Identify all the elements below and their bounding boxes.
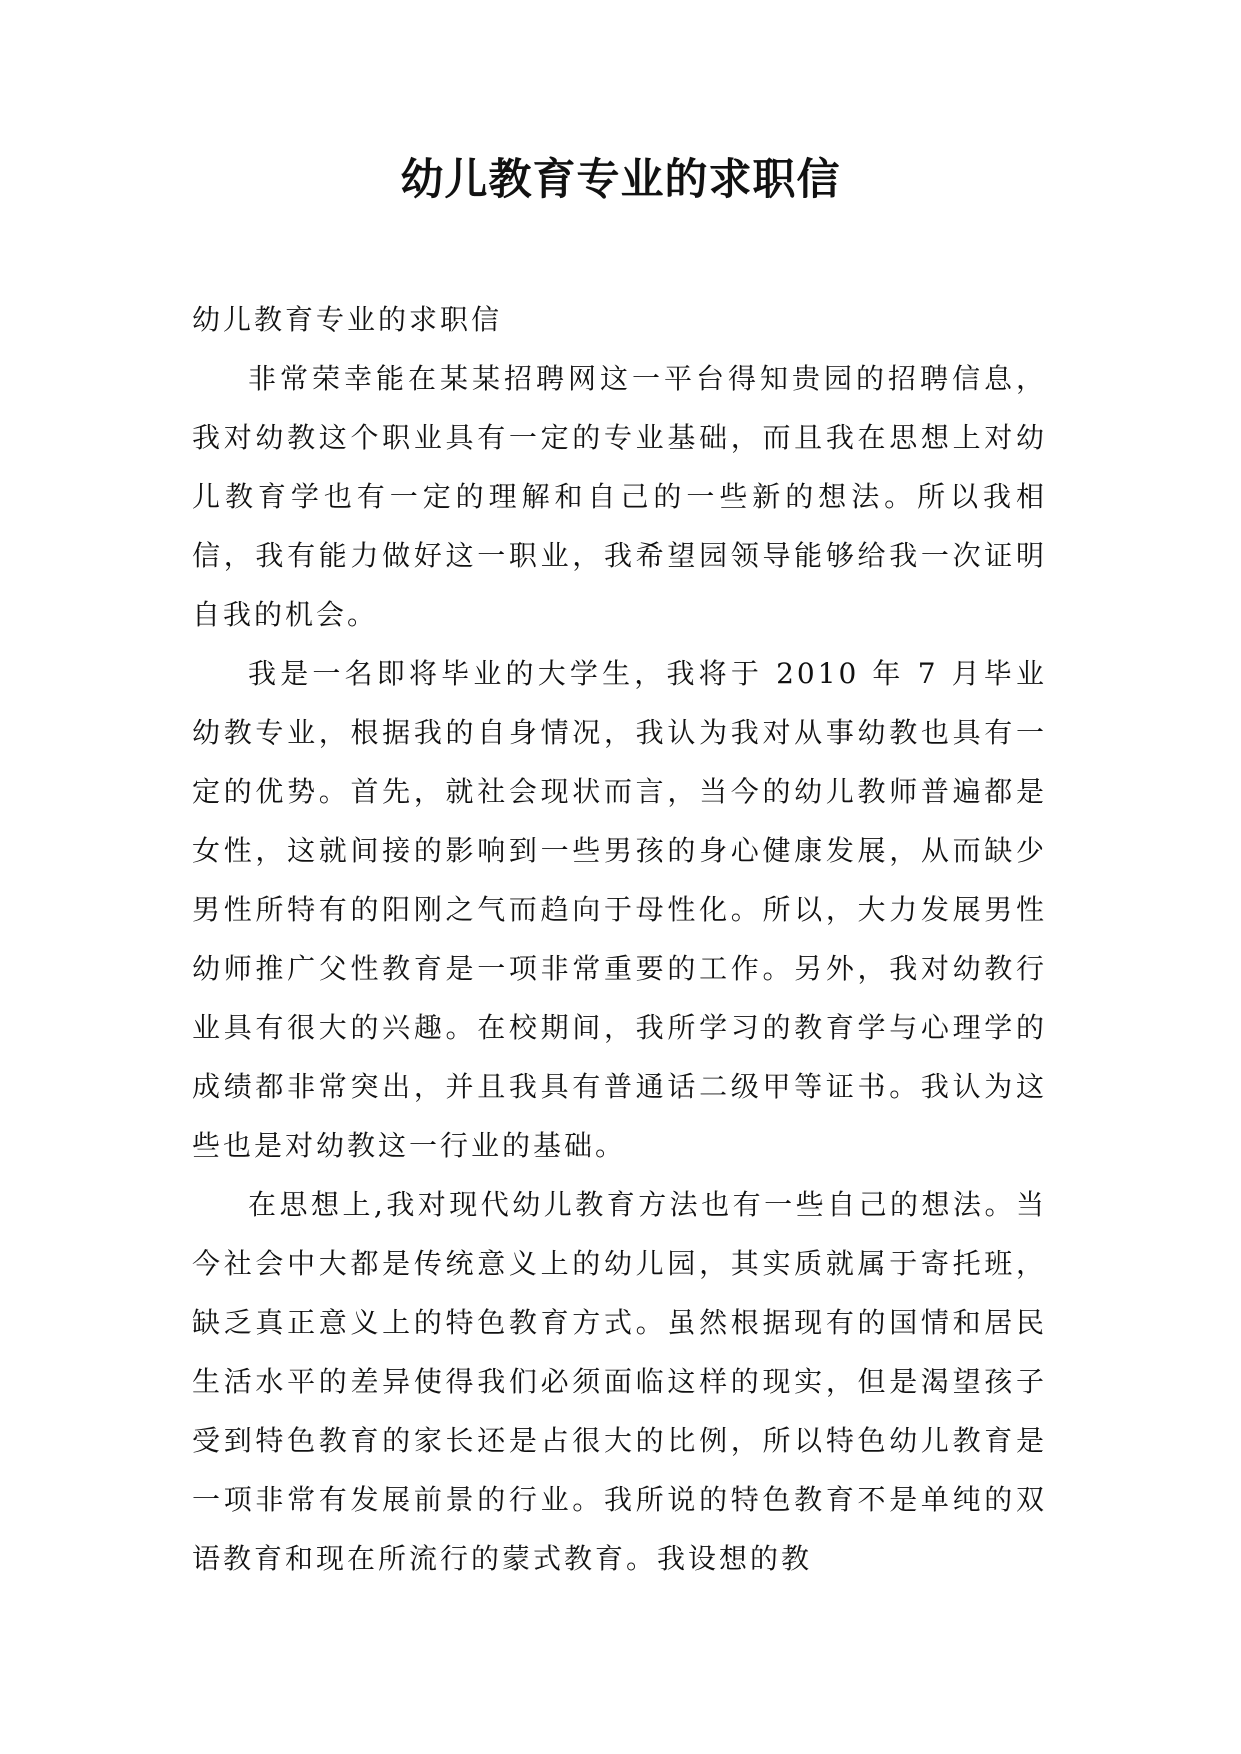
document-body	[192, 290, 1047, 1588]
paragraph-intro: 非常荣幸能在某某招聘网这一平台得知贵园的招聘信息，我对幼教这个职业具有一定的专业基础，而且我在思想上对幼儿教育学也有一定的理解和自己的一些新的想法。所以我相信，我有能力做好这一职业，我希望园领导能够给我一次证明自我的机会。	[192, 362, 1047, 631]
paragraph-ideas: 在思想上,我对现代幼儿教育方法也有一些自己的想法。当今社会中大都是传统意义上的幼儿园，其实质就属于寄托班，缺乏真正意义上的特色教育方式。虽然根据现有的国情和居民生活水平的差异使得我们必须面临这样的现实，但是渴望孩子受到特色教育的家长还是占很大的比例，所以特色幼儿教育是一项非常有发展前景的行业。我所说的特色教育不是单纯的双语教育和现在所流行的蒙式教育。我设想的教	[192, 1188, 1047, 1575]
body-heading: 幼儿教育专业的求职信	[192, 303, 503, 336]
paragraph-background: 我是一名即将毕业的大学生，我将于 2010 年 7 月毕业幼教专业，根据我的自身情况，我认为我对从事幼教也具有一定的优势。首先，就社会现状而言，当今的幼儿教师普遍都是女性，这就间接的影响到一些男孩的身心健康发展，从而缺少男性所特有的阳刚之气而趋向于母性化。所以，大力发展男性幼师推广父性教育是一项非常重要的工作。另外，我对幼教行业具有很大的兴趣。在校期间，我所学习的教育学与心理学的成绩都非常突出，并且我具有普通话二级甲等证书。我认为这些也是对幼教这一行业的基础。	[192, 657, 1047, 1162]
document-title: 幼儿教育专业的求职信	[400, 155, 841, 205]
